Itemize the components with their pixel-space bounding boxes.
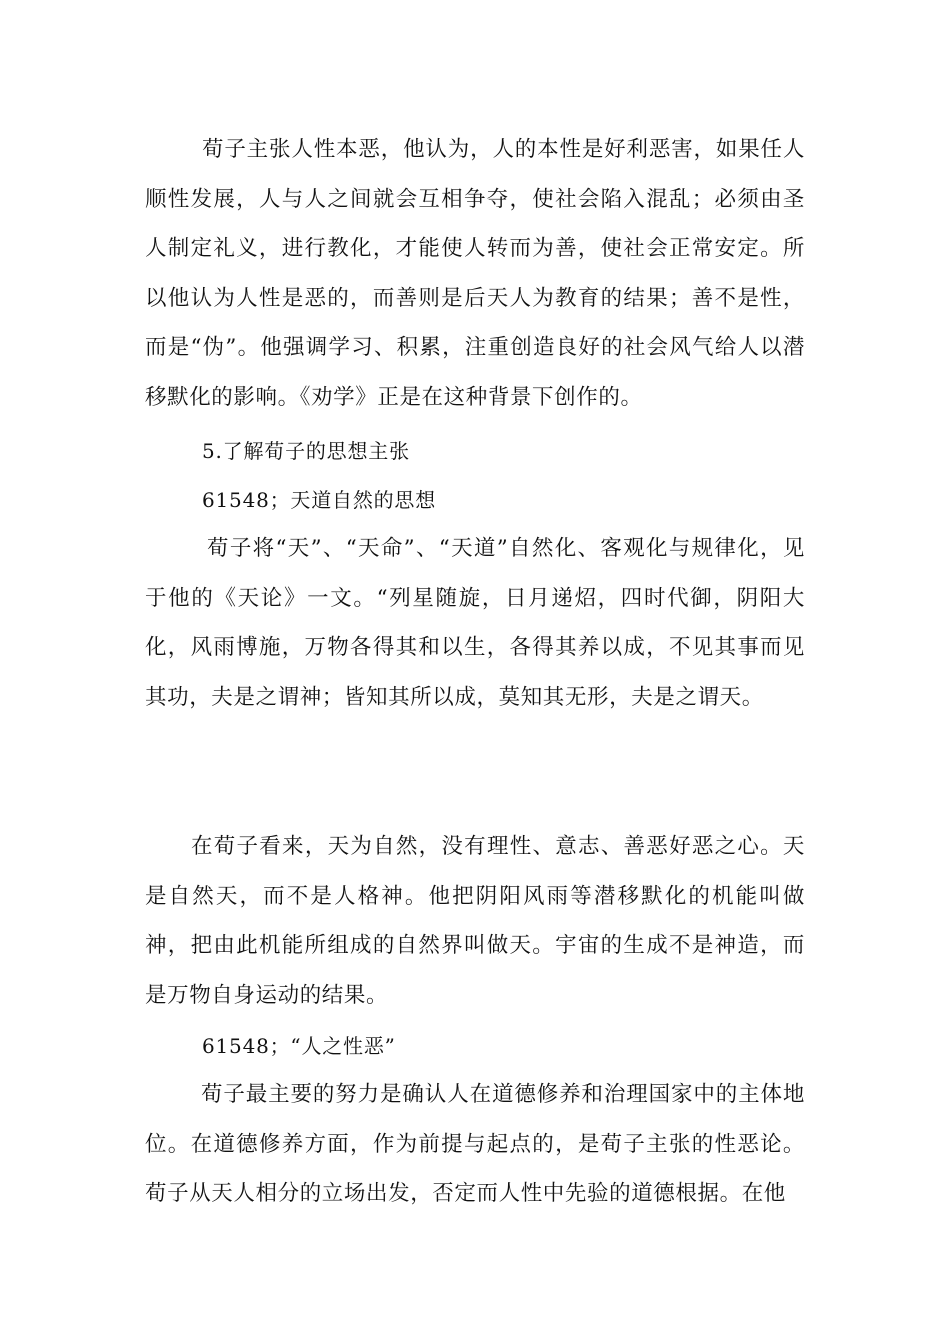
paragraph-moral-cultivation: 荀子最主要的努力是确认人在道德修养和治理国家中的主体地位。在道德修养方面，作为前提与起点的，是荀子主张的性恶论。荀子从天人相分的立场出发，否定而人性中先验的道德根据。在他	[145, 1082, 805, 1206]
section-heading-xunzi-thought: 5.了解荀子的思想主张	[202, 439, 410, 463]
paragraph-tianlun: 荀子将“天”、“天命”、“天道”自然化、客观化与规律化，见于他的《天论》一文。“列星随旋，日月递炤，四时代御，阴阳大化，风雨博施，万物各得其和以生，各得其养以成，不见其事而见其功，夫是之谓神；皆知其所以成，莫知其无形，夫是之谓天。	[145, 536, 805, 710]
paragraph-human-nature-evil: 荀子主张人性本恶，他认为，人的本性是好利恶害，如果任人顺性发展，人与人之间就会互相争夺，使社会陷入混乱；必须由圣人制定礼义，进行教化，才能使人转而为善，使社会正常安定。所以他认为人性是恶的，而善则是后天人为教育的结果；善不是性，而是“伪”。他强调学习、积累，注重创造良好的社会风气给人以潜移默化的影响。《劝学》正是在这种背景下创作的。	[145, 137, 805, 410]
subheading-human-nature: 61548；“人之性恶”	[202, 1034, 396, 1058]
subheading-heaven-nature: 61548；天道自然的思想	[202, 488, 437, 512]
paragraph-heaven-is-nature: 在荀子看来，天为自然，没有理性、意志、善恶好恶之心。天是自然天，而不是人格神。他把阴阳风雨等潜移默化的机能叫做神，把由此机能所组成的自然界叫做天。宇宙的生成不是神造，而是万物自身运动的结果。	[145, 834, 805, 1008]
